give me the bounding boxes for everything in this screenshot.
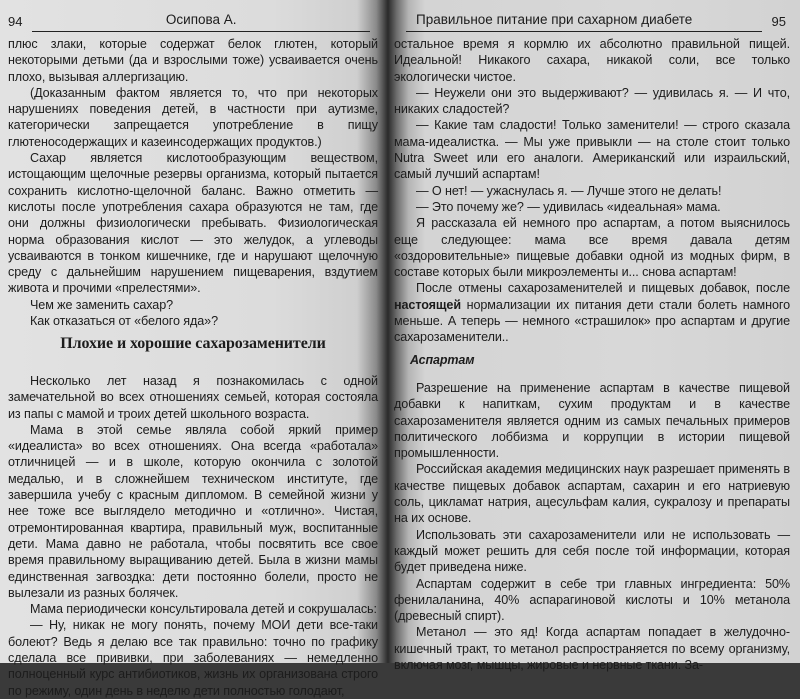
right-body-text-1 (394, 36, 790, 346)
paragraph: Чем же заменить сахар? (30, 297, 174, 312)
right-body-text-2 (394, 380, 790, 673)
paragraph: (Доказанным фактом является то, что при некоторых нарушениях поведения детей, в частности при аутизме, категорически запрещается употребление в пищу глютеносодержащих и казеинсодержащих продуктов.) (8, 85, 378, 149)
subsection-heading-block (394, 352, 790, 368)
chapter-header: Правильное питание при сахарном диабете (406, 10, 762, 32)
paragraph: Разрешение на применение аспартам в качестве пищевой добавки к напиткам, сухим продуктам и в качестве сахарозаменителя является одним из самых печальных примеров политического лоббизма и коррупции в истории пищевой промышленности. (394, 381, 790, 461)
paragraph: Несколько лет назад я познакомилась с одной замечательной во всех отношениях семьей, которая состояла из папы с мамой и троих детей школьного возраста. (8, 374, 378, 421)
author-header: Осипова А. (32, 10, 370, 32)
left-page (0, 0, 388, 698)
paragraph: Я рассказала ей немного про аспартам, а потом выяснилось еще следующее: мама все время давала детям «оздоровительные» пищевые добавки одной из модных фирм, в составе которых были микроэлементы и... снова аспартам! (394, 216, 790, 280)
paragraph: — Ну, никак не могу понять, почему МОИ дети все-таки болеют? Ведь я делаю все так правильно: точно по графику сделала все прививки, при заболеваниях — немедленно полноценный курс антибиотиков, жизнь их организована строго по режиму, один день в неделю дети полностью голодают, (8, 618, 378, 698)
paragraph: Использовать эти сахарозаменители или не использовать — каждый может решить для себя после той информации, которая будет приведена ниже. (394, 527, 790, 575)
paragraph: Сахар является кислотообразующим веществом, истощающим щелочные резервы организма, который пытается сохранить кислотно-щелочной баланс. Важно отметить — кислоты после употребления сахара образуются не там, где они должны физиологически пребывать. Физиологическая норма образования кислот — это желудок, а углеводы усваиваются в тонком кишечнике, где и нарушают щелочную среду с дальнейшим нарушением пищеварения, вздутием живота и прочими «прелестями». (8, 151, 378, 296)
page-number: 95 (771, 14, 786, 29)
paragraph: Мама периодически консультировала детей и сокрушалась: (30, 602, 377, 617)
paragraph: — О нет! — ужаснулась я. — Лучше этого не делать! (416, 183, 722, 198)
paragraph: — Это почему же? — удивилась «идеальная» мама. (416, 199, 721, 214)
bold-word: настоящей (394, 297, 461, 312)
subsection-title: Аспартам (410, 353, 475, 367)
paragraph: Как отказаться от «белого яда»? (30, 314, 218, 329)
left-body-text-1 (8, 36, 378, 329)
text-run: После отмены сахарозаменителей и пищевых добавок, после (416, 281, 790, 296)
paragraph: Метанол — это яд! Когда аспартам попадает в желудочно-кишечный тракт, то метанол распространяется по всему организму, включая мозг, мышцы, жировые и нервные ткани. За- (394, 625, 790, 673)
right-page (388, 0, 800, 673)
left-body-text-2 (8, 373, 378, 699)
paragraph: плюс злаки, которые содержат белок глютен, который некоторыми детьми (да и взрослыми тоже) усваивается очень плохо, вызывая аллергизацию. (8, 37, 378, 84)
paragraph: Аспартам содержит в себе три главных ингредиента: 50% фенилаланина, 40% аспарагиновой кислоты и 10% метанола (древесный спирт). (394, 576, 790, 624)
left-running-head (8, 12, 380, 32)
paragraph: Мама в этой семье являла собой яркий пример «идеалиста» во всех отношениях. Она всегда «работала» отличницей — и в школе, которую окончила с золотой медалью, и в сложнейшем техническом институте, где завершила учебу с красным дипломом. В семейной жизни у нее тоже все выглядело методично и «отлично». Чистая, отремонтированная квартира, правильный муж, воспитанные дети. Мама давно не работала, чтобы посвятить все свое время правильному выращиванию детей. Была в жизни мамы единственная загвоздка: дети постоянно болели, просто не вылезали из разных болячек. (8, 422, 378, 600)
text-run: нормализации их питания дети стали болеть намного меньше. А теперь — немного «страшилок» про аспартам и другие сахарозаменители.. (394, 297, 790, 345)
paragraph: — Какие там сладости! Только заменители! — строго сказала мама-идеалистка. — Мы уже привыкли — на столе стоит только Nutra Sweet или его аналоги. Американский или израильский, самый лучший аспартам! (394, 118, 790, 182)
section-title: Плохие и хорошие сахарозаменители (60, 335, 326, 352)
paragraph: Российская академия медицинских наук разрешает применять в качестве пищевых добавок аспартам, сахарин и его натриевую соль, цикламат натрия, ацесульфам калия, сукралозу и препараты на их основе. (394, 462, 790, 526)
paragraph (394, 280, 790, 345)
section-heading-block (8, 336, 378, 352)
page-number: 94 (8, 14, 23, 29)
paragraph: остальное время я кормлю их абсолютно правильной пищей. Идеальной! Никакого сахара, никакой соли, все только экологически чистое. (394, 37, 790, 84)
right-running-head (406, 12, 786, 32)
paragraph: — Неужели они это выдерживают? — удивилась я. — И что, никаких сладостей? (394, 85, 790, 117)
